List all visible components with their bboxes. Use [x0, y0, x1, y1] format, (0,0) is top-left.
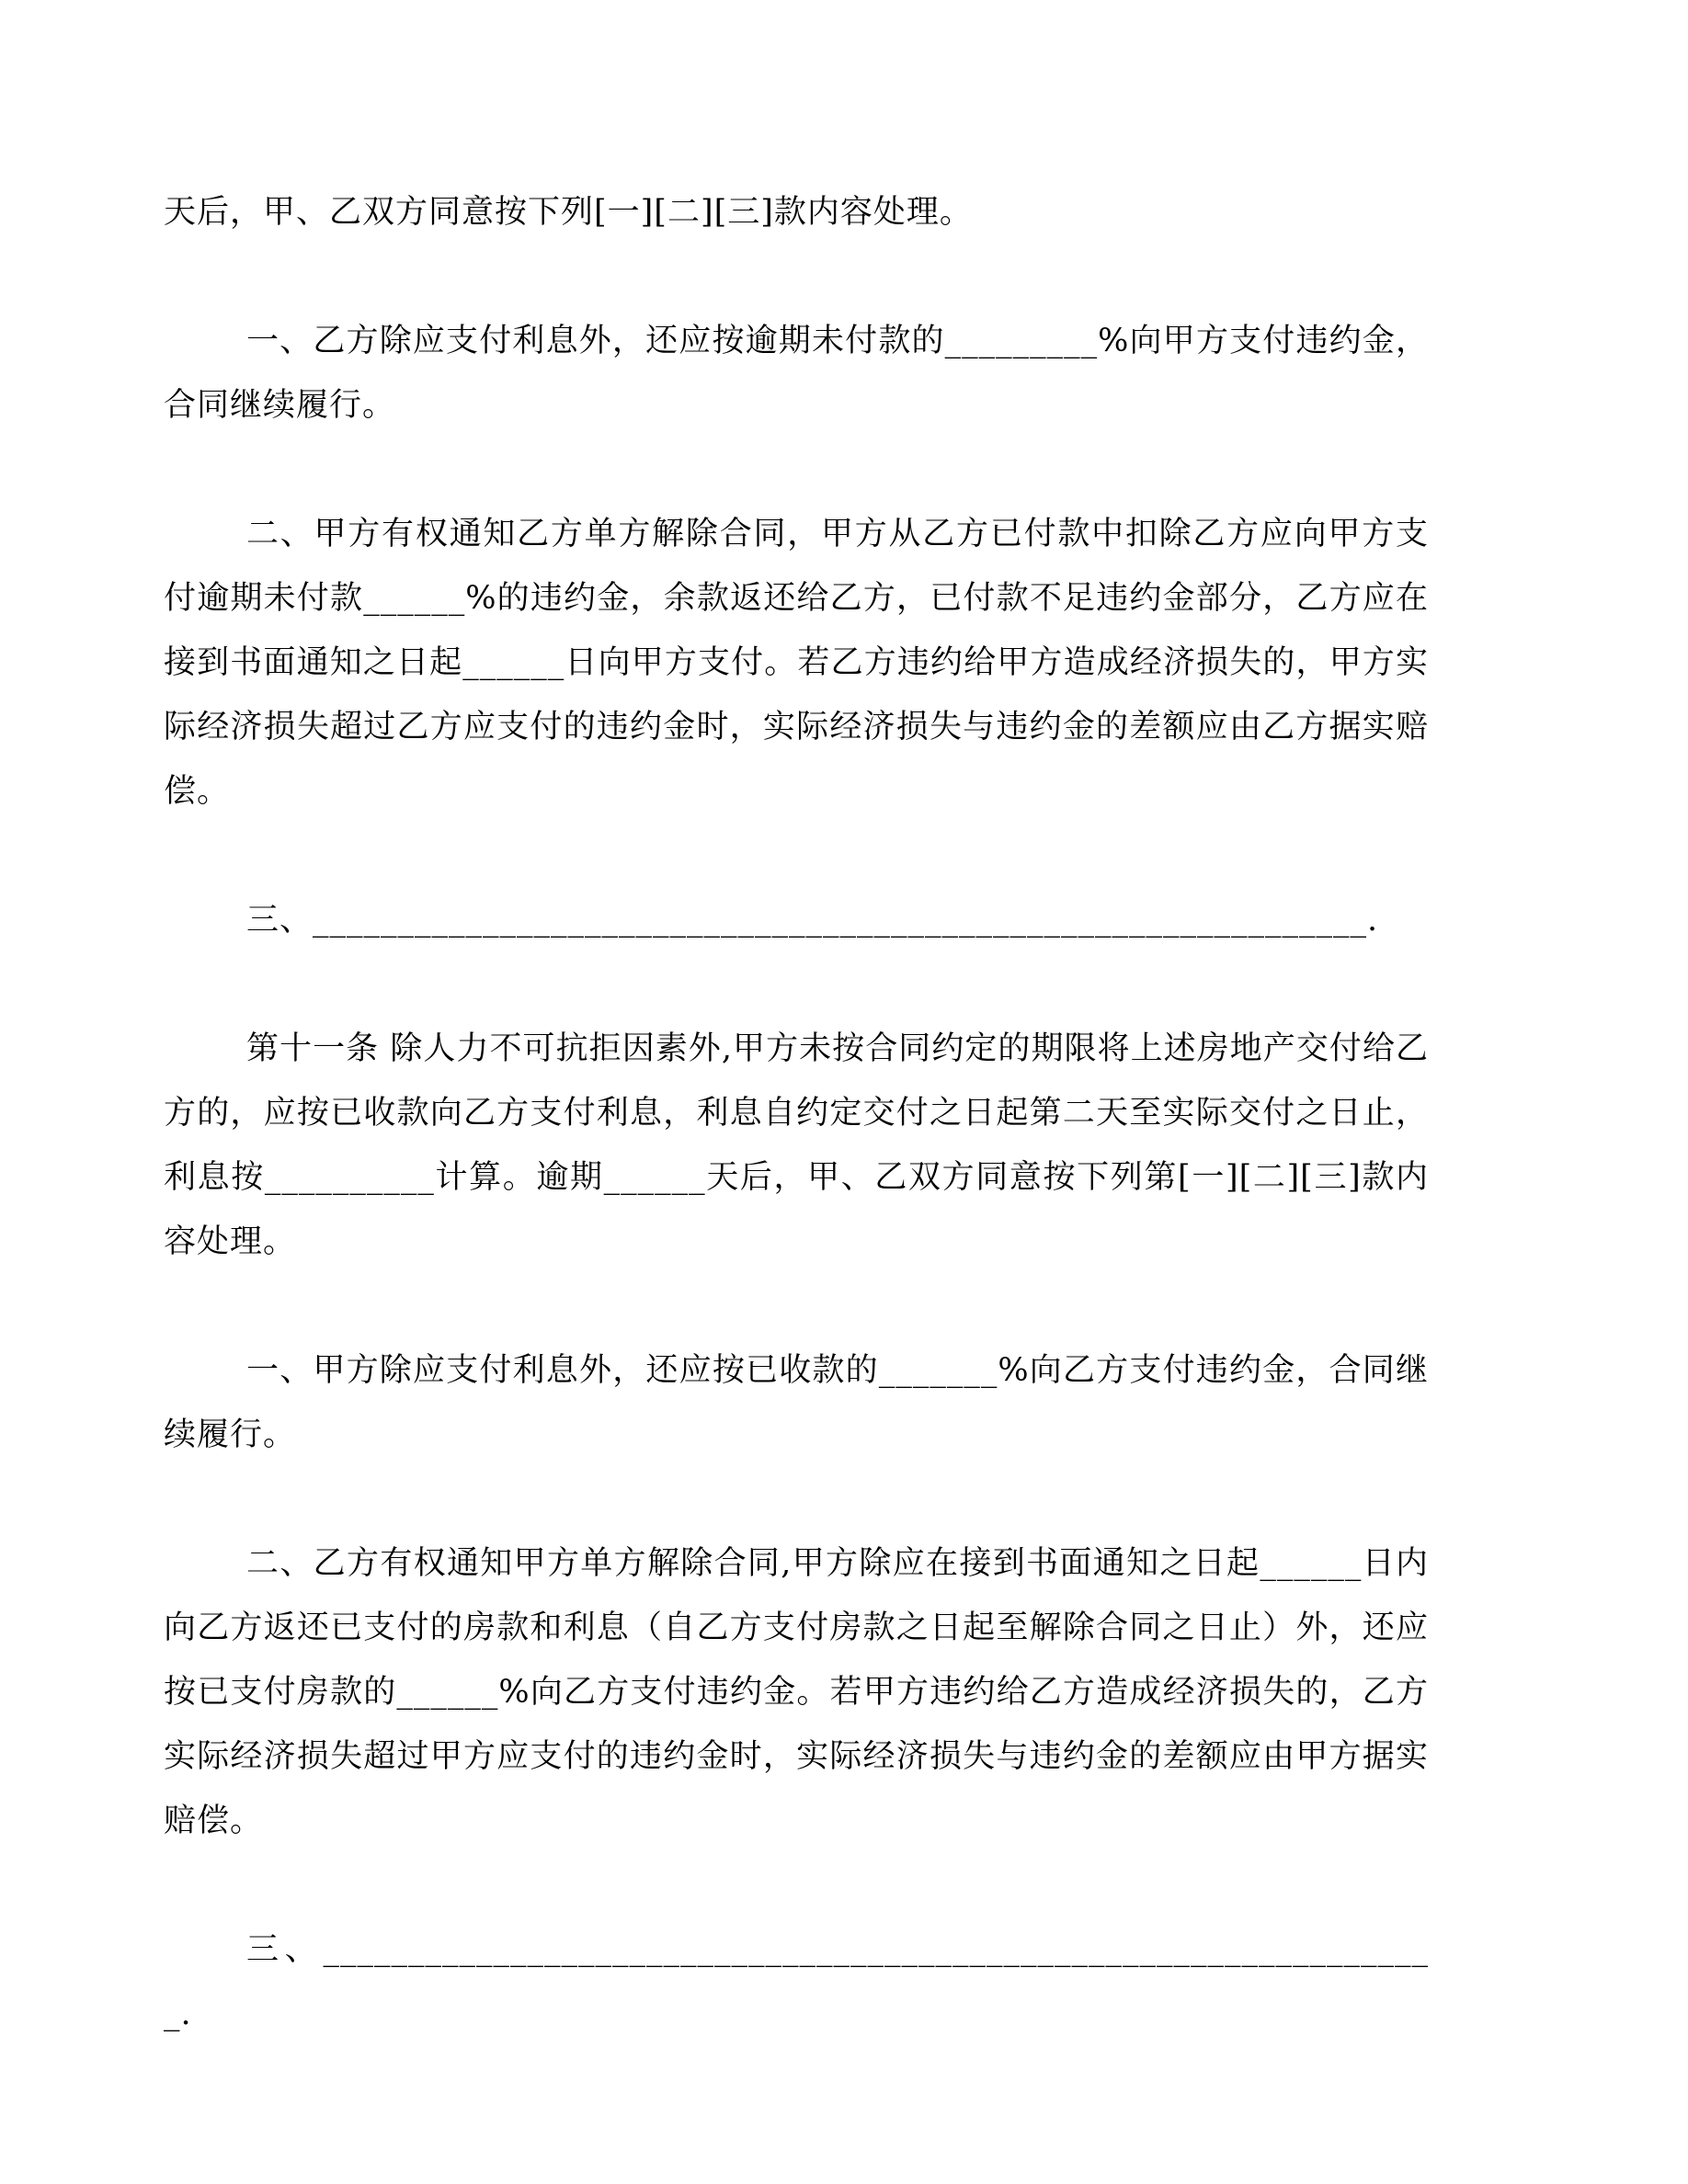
para-a11-clause-two-party-b-rescind: 二、乙方有权通知甲方单方解除合同,甲方除应在接到书面通知之日起______日内向乙方返还已支付的房款和利息（自乙方支付房款之日起至解除合同之日止）外，还应按已支付房款的______%向乙方支付违约金。若甲方违约给乙方造成经济损失的，乙方实际经济损失超过甲方应支付的违约金时，实际经济损失与违约金的差额应由甲方据实赔偿。 — [164, 1545, 1429, 1839]
para-a11-clause-one-party-a-penalty: 一、甲方除应支付利息外，还应按已收款的_______%向乙方支付违约金，合同继续履行。 — [164, 1352, 1429, 1453]
para-a11-clause-three-blank: 三、__________________________________________________________________. — [164, 1931, 1429, 2032]
para-article-eleven: 第十一条 除人力不可抗拒因素外,甲方未按合同约定的期限将上述房地产交付给乙方的，应按已收款向乙方支付利息，利息自约定交付之日起第二天至实际交付之日止，利息按__________计算。逾期______天后，甲、乙双方同意按下列第[一][二][三]款内容处理。 — [164, 1030, 1429, 1260]
para-continuation-clause: 天后，甲、乙双方同意按下列[一][二][三]款内容处理。 — [164, 194, 973, 231]
para-clause-two-party-a-rescind: 二、甲方有权通知乙方单方解除合同，甲方从乙方已付款中扣除乙方应向甲方支付逾期未付款______%的违约金，余款返还给乙方，已付款不足违约金部分，乙方应在接到书面通知之日起______日向甲方支付。若乙方违约给甲方造成经济损失的，甲方实际经济损失超过乙方应支付的违约金时，实际经济损失与违约金的差额应由乙方据实赔偿。 — [164, 516, 1429, 810]
para-clause-three-blank: 三、______________________________________________________________. — [246, 902, 1379, 938]
para-clause-one-party-b-penalty: 一、乙方除应支付利息外，还应按逾期未付款的_________%向甲方支付违约金，合同继续履行。 — [164, 323, 1429, 424]
